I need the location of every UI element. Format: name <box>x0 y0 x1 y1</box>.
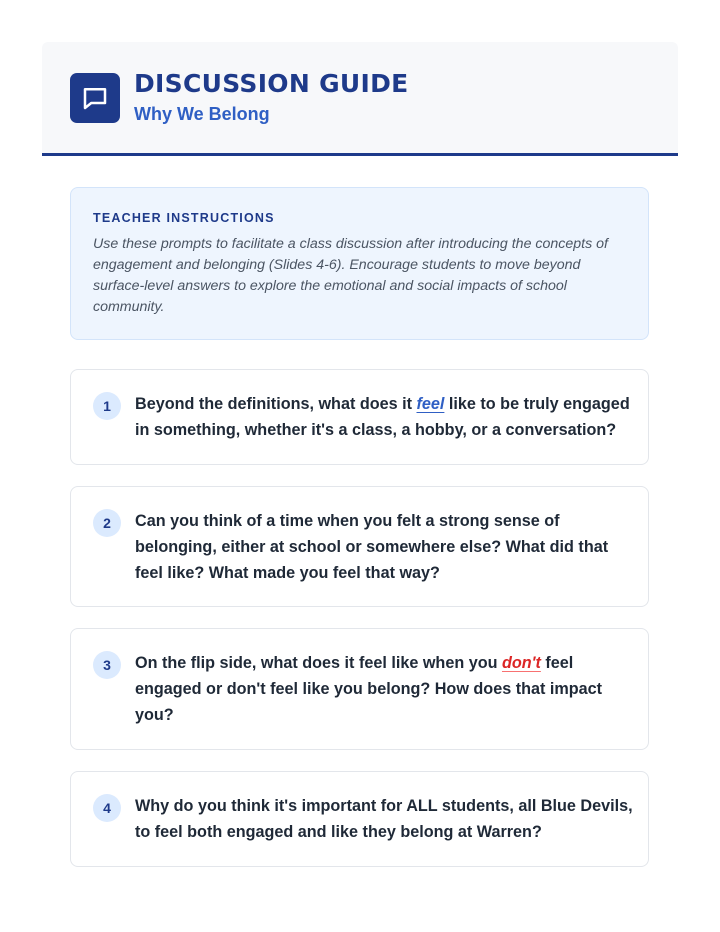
emphasis-word: feel <box>416 395 445 413</box>
question-card-4 <box>70 771 649 867</box>
question-number-badge: 2 <box>93 509 121 537</box>
question-text: Beyond the definitions, what does it feel like to be truly engaged in something, whether it's a class, a hobby, or a conversation? <box>135 395 630 439</box>
page-subtitle: Why We Belong <box>134 104 270 124</box>
question-text: Can you think of a time when you felt a strong sense of belonging, either at school or somewhere else? What did that feel like? What made you feel that way? <box>135 512 609 582</box>
question-number-badge: 1 <box>93 392 121 420</box>
question-number-badge: 3 <box>93 651 121 679</box>
question-text: Why do you think it's important for ALL students, all Blue Devils, to feel both engaged and like they belong at Warren? <box>135 797 633 841</box>
page-title: DISCUSSION GUIDE <box>134 69 409 98</box>
chat-bubble-icon <box>70 73 120 123</box>
emphasis-word: don't <box>501 654 541 672</box>
question-number-badge: 4 <box>93 794 121 822</box>
question-card-2 <box>70 486 649 607</box>
instructions-body: Use these prompts to facilitate a class discussion after introducing the concepts of engagement and belonging (Slides 4-6). Encourage students to move beyond surface-level answers to explore the emotional and social impacts of school community. <box>93 236 608 315</box>
question-text: On the flip side, what does it feel like when you don't feel engaged or don't feel like you belong? How does that impact you? <box>135 654 603 724</box>
question-card-3 <box>70 628 649 750</box>
instructions-heading: TEACHER INSTRUCTIONS <box>93 211 275 225</box>
guide-header <box>42 42 678 156</box>
question-card-1 <box>70 369 649 465</box>
teacher-instructions-box <box>70 187 649 340</box>
